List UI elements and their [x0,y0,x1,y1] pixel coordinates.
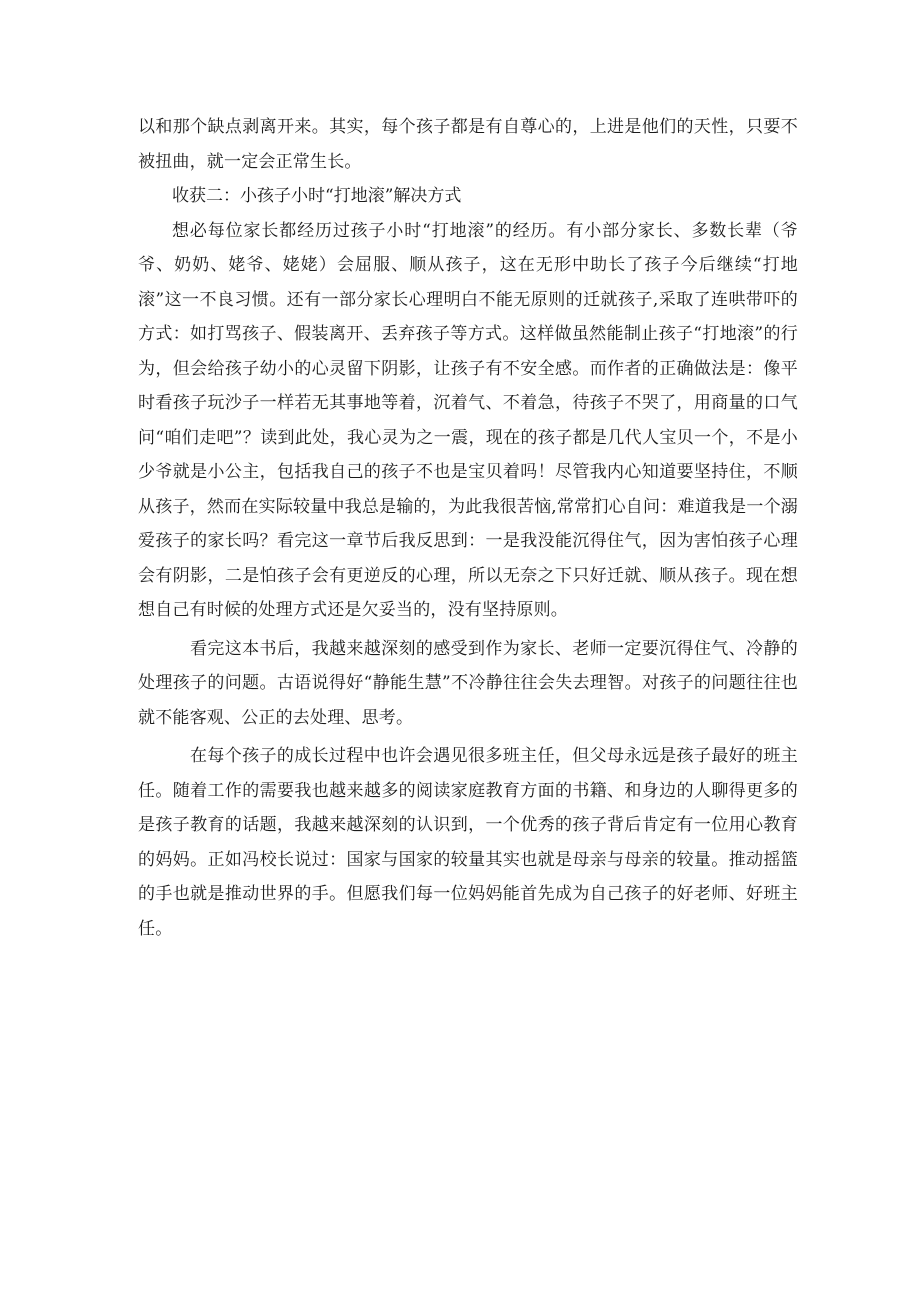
paragraph-stay-calm: 看完这本书后，我越来越深刻的感受到作为家长、老师一定要沉得住气、冷静的处理孩子的问题。古语说得好“静能生慧”不冷静往往会失去理智。对孩子的问题往往也就不能客观、公正的去处理、思考。 [138,638,798,728]
section-heading-harvest-two: 收获二：小孩子小时“打地滚”解决方式 [172,186,462,206]
paragraph-parents-best-teacher: 在每个孩子的成长过程中也许会遇见很多班主任，但父母永远是孩子最好的班主任。随着工作的需要我也越来越多的阅读家庭教育方面的书籍、和身边的人聊得更多的是孩子教育的话题，我越来越深刻的认识到，一个优秀的孩子背后肯定有一位用心教育的妈妈。正如冯校长说过：国家与国家的较量其实也就是母亲与母亲的较量。推动摇篮的手也就是推动世界的手。但愿我们每一位妈妈能首先成为自己孩子的好老师、好班主任。 [138,746,798,939]
document-body [138,110,798,946]
paragraph-continuation: 以和那个缺点剥离开来。其实，每个孩子都是有自尊心的，上进是他们的天性，只要不被扭曲，就一定会正常生长。 [138,117,798,172]
paragraph-tantrum-handling: 想必每位家长都经历过孩子小时“打地滚”的经历。有小部分家长、多数长辈（爷爷、奶奶、姥爷、姥姥）会屈服、顺从孩子，这在无形中助长了孩子今后继续“打地滚”这一不良习惯。还有一部分家长心理明白不能无原则的迁就孩子,采取了连哄带吓的方式：如打骂孩子、假装离开、丢弃孩子等方式。这样做虽然能制止孩子“打地滚”的行为，但会给孩子幼小的心灵留下阴影，让孩子有不安全感。而作者的正确做法是：像平时看孩子玩沙子一样若无其事地等着，沉着气、不着急，待孩子不哭了，用商量的口气问“咱们走吧”？读到此处，我心灵为之一震，现在的孩子都是几代人宝贝一个，不是小少爷就是小公主，包括我自己的孩子不也是宝贝着吗！尽管我内心知道要坚持住，不顺从孩子，然而在实际较量中我总是输的，为此我很苦恼,常常扪心自问：难道我是一个溺爱孩子的家长吗？看完这一章节后我反思到：一是我没能沉得住气，因为害怕孩子心理会有阴影，二是怕孩子会有更逆反的心理，所以无奈之下只好迁就、顺从孩子。现在想想自己有时候的处理方式还是欠妥当的，没有坚持原则。 [138,220,798,620]
